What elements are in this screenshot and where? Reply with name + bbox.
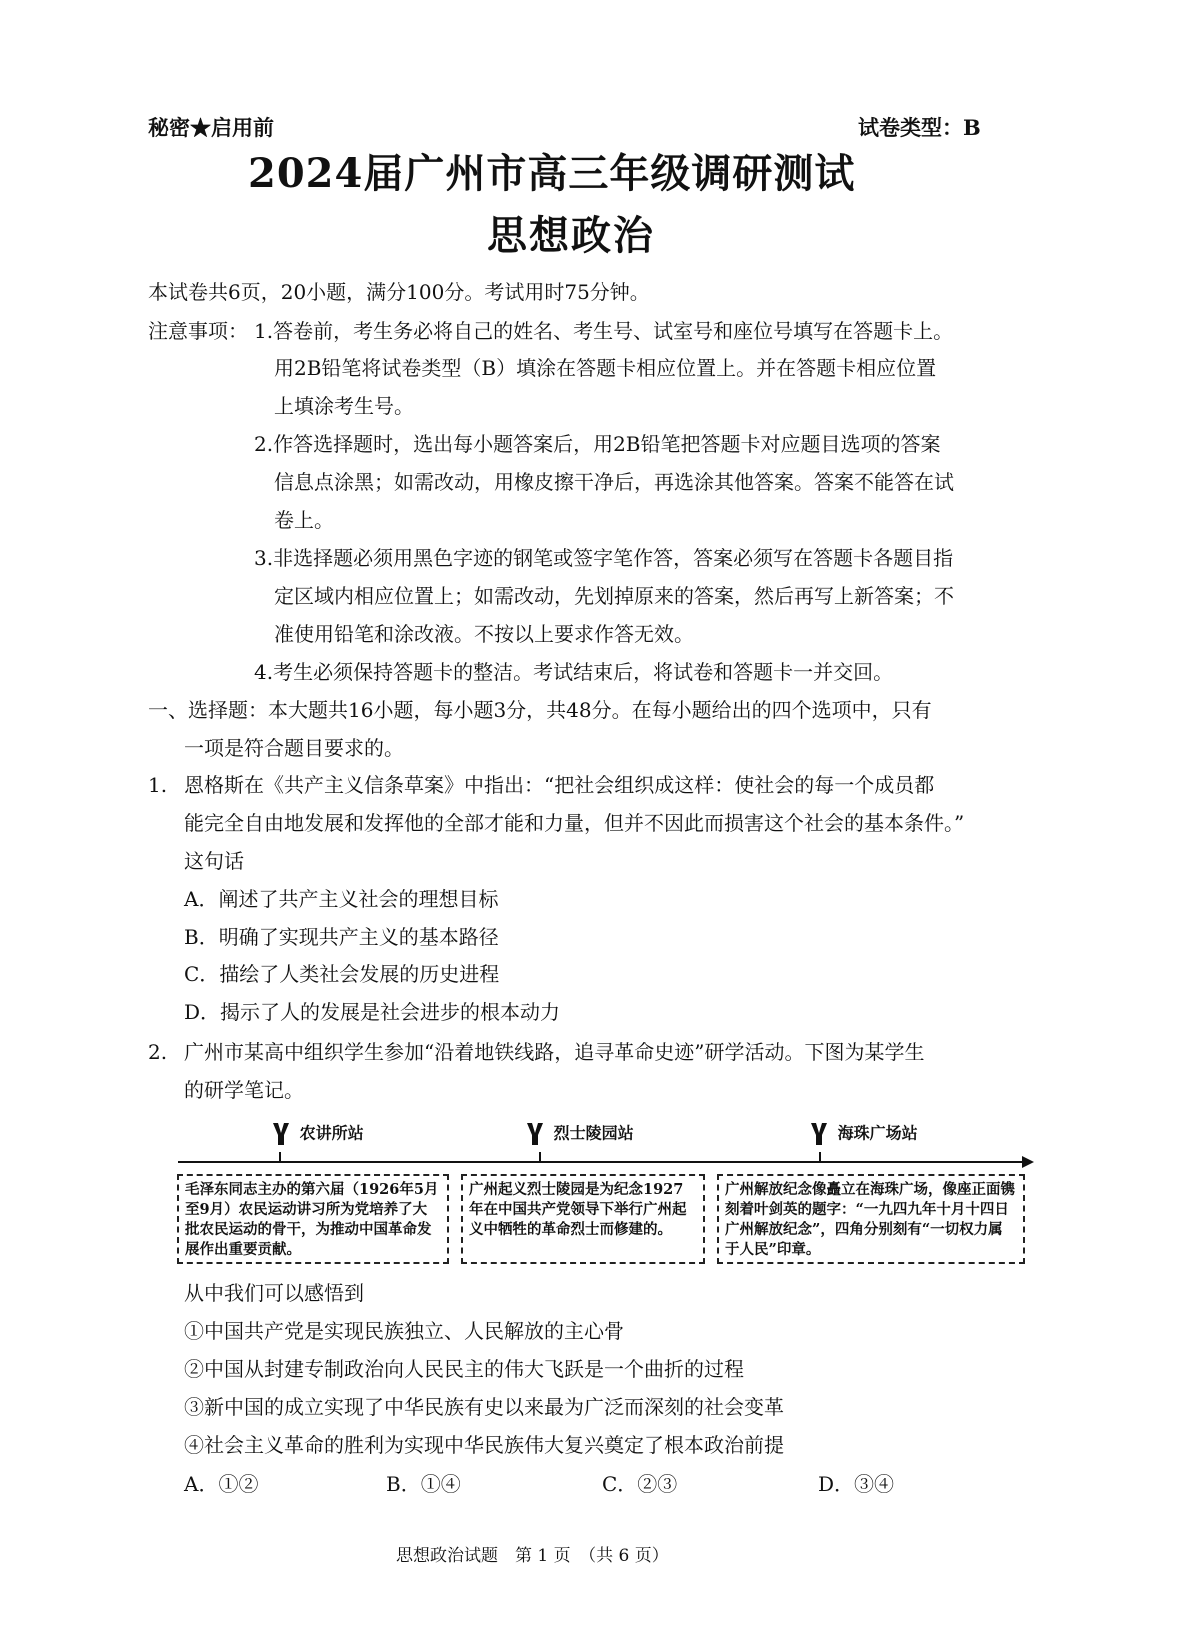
q1-stem-line-2: 能完全自由地发展和发挥他的全部才能和力量，但并不因此而损害这个社会的基本条件。”: [184, 811, 965, 835]
secret-label: 秘密★启用前: [148, 115, 274, 140]
notice-3-line-2: 定区域内相应位置上；如需改动，先划掉原来的答案，然后再写上新答案；不: [274, 584, 954, 608]
q2-stem-2: 从中我们可以感悟到: [184, 1281, 364, 1305]
notice-3-line-1: 3.非选择题必须用黑色字迹的钢笔或签字笔作答，答案必须写在答题卡各题目指: [254, 546, 954, 570]
q2-statement-4: ④社会主义革命的胜利为实现中华民族伟大复兴奠定了根本政治前提: [184, 1433, 784, 1457]
q2-number: 2.: [148, 1040, 168, 1064]
paper-type-label: 试卷类型：B: [858, 115, 981, 140]
notice-1-line-3: 上填涂考生号。: [274, 394, 414, 418]
q1-stem-line-1: 恩格斯在《共产主义信条草案》中指出：“把社会组织成这样：使社会的每一个成员都: [184, 773, 935, 797]
q2-option-d: D．③④: [818, 1472, 895, 1496]
station-3-name: 海珠广场站: [837, 1123, 918, 1143]
q2-statement-3: ③新中国的成立实现了中华民族有史以来最为广泛而深刻的社会变革: [184, 1395, 784, 1419]
station-1-note: 毛泽东同志主办的第六届（1926年5月至9月）农民运动讲习所为党培养了大批农民运动的骨干，为推动中国革命发展作出重要贡献。: [177, 1174, 449, 1264]
section-heading: 一、选择题：本大题共16小题，每小题3分，共48分。在每小题给出的四个选项中，只有: [148, 698, 932, 722]
section-heading-cont: 一项是符合题目要求的。: [184, 736, 404, 760]
q2-option-c: C．②③: [602, 1472, 678, 1496]
notice-3-line-3: 准使用铅笔和涂改液。不按以上要求作答无效。: [274, 622, 694, 646]
station-3: [808, 1121, 918, 1147]
metro-line-arrow: [170, 1150, 1040, 1174]
q2-option-b: B．①④: [386, 1472, 461, 1496]
notice-2-line-2: 信息点涂黑；如需改动，用橡皮擦干净后，再选涂其他答案。答案不能答在试: [274, 470, 954, 494]
station-2: [524, 1121, 634, 1147]
station-2-note: 广州起义烈士陵园是为纪念1927年在中国共产党领导下举行广州起义中牺牲的革命烈士而修建的。: [461, 1174, 705, 1264]
metro-logo-icon: [524, 1121, 546, 1147]
station-1: [270, 1121, 364, 1147]
q2-statement-2: ②中国从封建专制政治向人民民主的伟大飞跃是一个曲折的过程: [184, 1357, 744, 1381]
q1-option-c: C．描绘了人类社会发展的历史进程: [184, 962, 500, 986]
q1-option-b: B．明确了实现共产主义的基本路径: [184, 925, 499, 949]
q2-statement-1: ①中国共产党是实现民族独立、人民解放的主心骨: [184, 1319, 624, 1343]
metro-logo-icon: [808, 1121, 830, 1147]
notice-4-line-1: 4.考生必须保持答题卡的整洁。考试结束后，将试卷和答题卡一并交回。: [254, 660, 894, 684]
notice-2-line-3: 卷上。: [274, 508, 334, 532]
q2-stem-line-2: 的研学笔记。: [184, 1078, 304, 1102]
notice-2-line-1: 2.作答选择题时，选出每小题答案后，用2B铅笔把答题卡对应题目选项的答案: [254, 432, 941, 456]
notice-1-line-1: 1.答卷前，考生务必将自己的姓名、考生号、试室号和座位号填写在答题卡上。: [254, 319, 954, 343]
q1-option-d: D．揭示了人的发展是社会进步的根本动力: [184, 1000, 561, 1024]
q1-option-a: A．阐述了共产主义社会的理想目标: [184, 887, 499, 911]
q2-stem-line-1: 广州市某高中组织学生参加“沿着地铁线路，追寻革命史迹”研学活动。下图为某学生: [184, 1040, 925, 1064]
exam-intro: 本试卷共6页，20小题，满分100分。考试用时75分钟。: [148, 280, 650, 304]
subject-title: 思想政治: [487, 212, 655, 259]
station-3-note: 广州解放纪念像矗立在海珠广场，像座正面镌刻着叶剑英的题字：“一九四九年十月十四日 广州解放纪念”，四角分别刻有“一切权力属于人民”印章。: [717, 1174, 1025, 1264]
metro-logo-icon: [270, 1121, 292, 1147]
exam-title: 2024届广州市高三年级调研测试: [248, 150, 856, 197]
q2-option-a: A．①②: [184, 1472, 259, 1496]
q1-stem-line-3: 这句话: [184, 849, 244, 873]
station-2-name: 烈士陵园站: [553, 1123, 634, 1143]
notice-label: 注意事项：: [148, 319, 248, 343]
page-footer: 思想政治试题 第 1 页 （共 6 页）: [396, 1546, 669, 1566]
notice-1-line-2: 用2B铅笔将试卷类型（B）填涂在答题卡相应位置上。并在答题卡相应位置: [274, 356, 937, 380]
station-1-name: 农讲所站: [299, 1123, 364, 1143]
q1-number: 1.: [148, 773, 168, 797]
